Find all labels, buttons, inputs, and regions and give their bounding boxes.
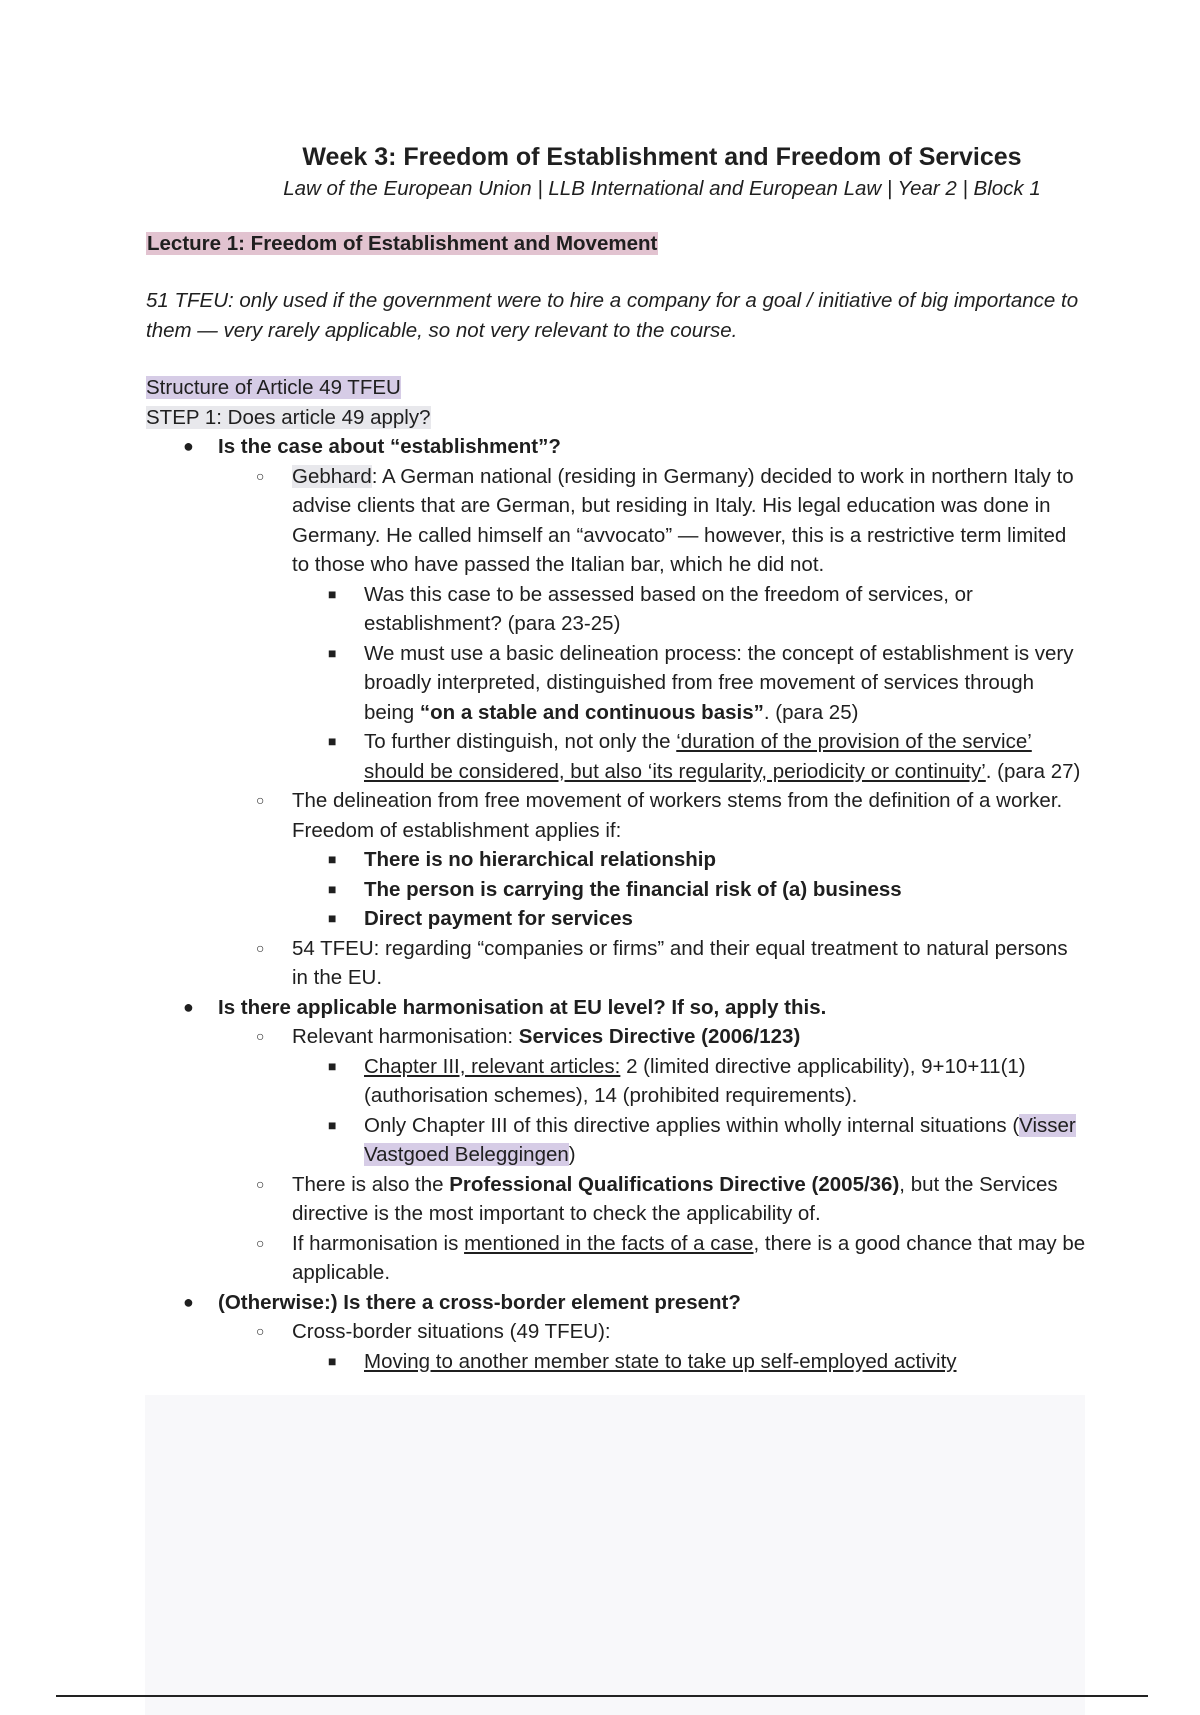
bullet-square-icon: ■ xyxy=(328,644,337,661)
q3-label: (Otherwise:) Is there a cross-border element present? xyxy=(218,1290,741,1314)
document-page xyxy=(146,142,1086,1376)
list-item xyxy=(292,904,1086,934)
bullet-square-icon: ■ xyxy=(328,1352,337,1369)
list-item xyxy=(146,993,1086,1288)
list-item xyxy=(146,1022,1086,1170)
chapter-iii-label: Chapter III, relevant articles: xyxy=(364,1054,621,1078)
list-item xyxy=(292,580,1086,639)
step-1-text: STEP 1: Does article 49 apply? xyxy=(146,405,431,429)
list-item xyxy=(146,1317,1086,1376)
workers-point-2: The person is carrying the financial risk of (a) business xyxy=(364,877,902,901)
bullet-circle-icon: ○ xyxy=(256,1323,265,1339)
workers-points xyxy=(292,845,1086,934)
intro-paragraph: 51 TFEU: only used if the government were to hire a company for a goal / initiative of big importance to them — very rarely applicable, so not very relevant to the course. xyxy=(146,289,1079,342)
workers-text: The delineation from free movement of workers stems from the definition of a worker. Freedom of establishment applies if: xyxy=(292,789,1063,842)
gebhard-point-2a: We must use a basic delineation process: the concept of establishment is very broadly interpreted, distinguished from free movement of services through being xyxy=(364,641,1074,724)
gebhard-point-3a: To further distinguish, not only the xyxy=(364,730,677,753)
list-item xyxy=(292,639,1086,728)
chapter-iii-text: 2 (limited directive applicability), 9+10+11(1) (authorisation schemes), 14 (prohibited requirements). xyxy=(364,1054,1026,1107)
list-item xyxy=(146,432,1086,993)
step-1-list xyxy=(146,432,1086,1376)
case-visser: Visser Vastgoed Beleggingen xyxy=(364,1113,1076,1166)
list-item xyxy=(146,1170,1086,1229)
bullet-disc-icon: ● xyxy=(183,996,194,1017)
companies-text: 54 TFEU: regarding “companies or firms” and their equal treatment to natural persons in the EU. xyxy=(292,936,1068,989)
gebhard-text: : A German national (residing in Germany) decided to work in northern Italy to advise clients that are German, but residing in Italy. His legal education was done in Germany. He called himself an “avvocato” — however, this is a restrictive term limited to those who have passed the Italian bar, which he did not. xyxy=(292,464,1074,576)
only-chapter-c: ) xyxy=(568,1143,576,1166)
pq-directive: Professional Qualifications Directive (2005/36) xyxy=(449,1172,900,1196)
moving-text: Moving to another member state to take up self-employed activity xyxy=(364,1349,957,1373)
bullet-circle-icon: ○ xyxy=(256,1175,265,1192)
workers-point-1: There is no hierarchical relationship xyxy=(364,848,717,871)
directive-points xyxy=(292,1052,1086,1170)
gebhard-point-1: Was this case to be assessed based on the freedom of services, or establishment? (para 23-25) xyxy=(364,582,973,635)
list-item xyxy=(292,875,1086,905)
bullet-square-icon: ■ xyxy=(328,910,337,926)
lecture-heading xyxy=(146,230,1086,258)
bullet-disc-icon: ● xyxy=(183,436,194,456)
mention-a: If harmonisation is xyxy=(292,1231,465,1255)
bullet-circle-icon: ○ xyxy=(256,467,265,484)
lecture-heading-text: Lecture 1: Freedom of Establishment and Movement xyxy=(147,232,658,255)
bullet-square-icon: ■ xyxy=(328,733,337,749)
q2-sublist xyxy=(218,1022,1086,1288)
gebhard-point-3b: ‘duration of the provision of the service’ should be considered, but also ‘its regularity, periodicity or continuity’ xyxy=(364,730,1032,783)
bullet-square-icon: ■ xyxy=(328,1116,337,1133)
mention-c: , there is a good chance that may be applicable. xyxy=(292,1231,1086,1284)
q2-label: Is there applicable harmonisation at EU level? If so, apply this. xyxy=(218,995,827,1019)
list-item xyxy=(292,1052,1086,1111)
list-item xyxy=(146,1229,1086,1288)
list-item xyxy=(292,1111,1086,1170)
bullet-circle-icon: ○ xyxy=(256,939,265,956)
mention-b: mentioned in the facts of a case xyxy=(464,1231,754,1255)
list-item xyxy=(292,845,1086,875)
gebhard-point-2b: “on a stable and continuous basis” xyxy=(419,700,764,724)
cross-border-points xyxy=(292,1347,1086,1377)
workers-point-3: Direct payment for services xyxy=(364,907,633,930)
page-shade xyxy=(145,1395,1085,1715)
list-item xyxy=(292,727,1086,786)
bullet-disc-icon: ● xyxy=(183,1291,194,1312)
bullet-square-icon: ■ xyxy=(328,880,337,897)
document-subtitle: Law of the European Union | LLB International and European Law | Year 2 | Block 1 xyxy=(283,177,1041,200)
gebhard-point-3c: . (para 27) xyxy=(985,759,1081,783)
list-item xyxy=(146,462,1086,787)
q1-label: Is the case about “establishment”? xyxy=(218,435,561,458)
cross-border-text: Cross-border situations (49 TFEU): xyxy=(292,1320,611,1343)
step-1-heading xyxy=(146,403,1086,433)
page-bottom-rule xyxy=(56,1695,1148,1697)
bullet-square-icon: ■ xyxy=(328,851,337,867)
pq-a: There is also the xyxy=(292,1172,450,1196)
relevant-a: Relevant harmonisation: xyxy=(292,1025,519,1048)
gebhard-point-2c: . (para 25) xyxy=(763,700,859,724)
bullet-square-icon: ■ xyxy=(328,1057,337,1074)
only-chapter-a: Only Chapter III of this directive applies within wholly internal situations ( xyxy=(364,1113,1020,1137)
structure-heading-text: Structure of Article 49 TFEU xyxy=(146,376,401,399)
q1-sublist xyxy=(218,462,1086,993)
bullet-circle-icon: ○ xyxy=(256,792,265,808)
document-title: Week 3: Freedom of Establishment and Freedom of Services xyxy=(302,143,1022,171)
list-item xyxy=(146,934,1086,993)
bullet-circle-icon: ○ xyxy=(256,1028,265,1044)
case-gebhard: Gebhard xyxy=(292,464,372,488)
structure-heading xyxy=(146,373,1086,403)
q3-sublist xyxy=(218,1317,1086,1376)
bullet-square-icon: ■ xyxy=(328,585,337,602)
list-item xyxy=(146,786,1086,934)
services-directive: Services Directive (2006/123) xyxy=(518,1025,801,1048)
bullet-circle-icon: ○ xyxy=(256,1234,265,1251)
pq-c: , but the Services directive is the most important to check the applicability of. xyxy=(292,1172,1058,1225)
gebhard-points xyxy=(292,580,1086,787)
list-item xyxy=(292,1347,1086,1377)
list-item xyxy=(146,1288,1086,1377)
